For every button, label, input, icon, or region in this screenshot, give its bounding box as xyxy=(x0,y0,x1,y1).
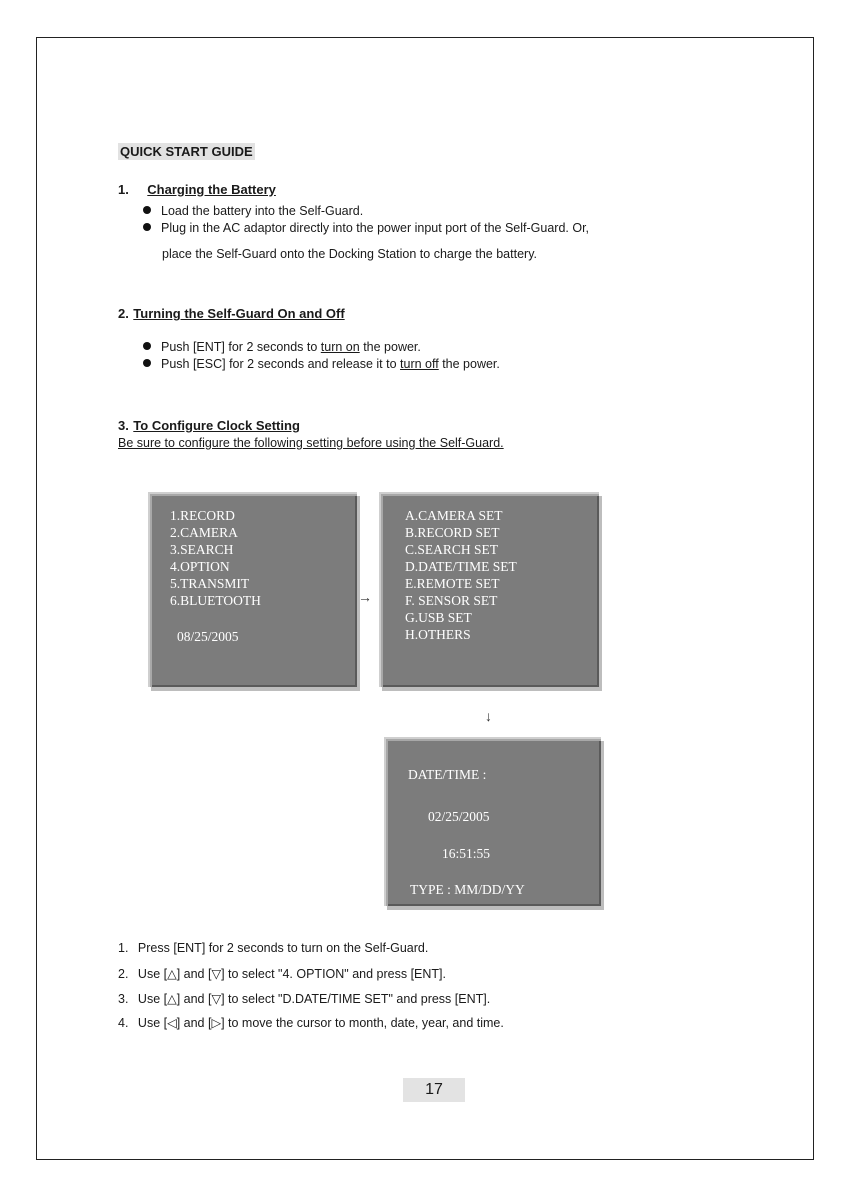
section-1-bullet-2 xyxy=(143,220,589,236)
date-value: 02/25/2005 xyxy=(428,809,490,824)
menu-item: 5.TRANSMIT xyxy=(170,576,250,591)
menu-item: 1.RECORD xyxy=(170,508,235,523)
option-menu-screen xyxy=(379,492,599,687)
section-2-number: 2. xyxy=(118,306,129,321)
section-1-bullet-1 xyxy=(143,203,363,219)
option-item: A.CAMERA SET xyxy=(405,508,503,523)
option-item: G.USB SET xyxy=(405,610,472,625)
turn-off-text: turn off xyxy=(400,357,439,371)
bullet-icon xyxy=(143,342,151,350)
step-number: 1. xyxy=(118,941,129,955)
page-number: 17 xyxy=(403,1078,465,1102)
step-text: Use [△] and [▽] to select "4. OPTION" and press [ENT]. xyxy=(137,967,446,981)
step-item xyxy=(118,1015,504,1030)
option-item: H.OTHERS xyxy=(405,627,471,642)
time-value: 16:51:55 xyxy=(442,846,491,861)
option-item: F. SENSOR SET xyxy=(405,593,498,608)
step-number: 3. xyxy=(118,992,129,1006)
screen-date: 08/25/2005 xyxy=(177,629,239,644)
bullet-text: Push [ESC] for 2 seconds and release it to xyxy=(161,357,401,371)
menu-item: 4.OPTION xyxy=(170,559,230,574)
date-time-screen xyxy=(384,737,601,906)
section-2-bullet-2 xyxy=(143,356,500,372)
section-1-number: 1. xyxy=(118,182,129,197)
bullet-text: Plug in the AC adaptor directly into the power input port of the Self-Guard. Or, xyxy=(161,221,590,235)
down-arrow-icon: ↓ xyxy=(485,708,492,724)
bullet-text: the power. xyxy=(359,340,421,354)
bullet-icon xyxy=(143,223,151,231)
bullet-icon xyxy=(143,206,151,214)
section-2-bullet-1 xyxy=(143,339,421,355)
step-number: 4. xyxy=(118,1016,129,1030)
bullet-text: Load the battery into the Self-Guard. xyxy=(161,204,364,218)
section-3-subtitle: Be sure to configure the following setting before using the Self-Guard. xyxy=(118,436,504,450)
bullet-text: the power. xyxy=(438,357,500,371)
step-text: Press [ENT] for 2 seconds to turn on the Self-Guard. xyxy=(137,941,429,955)
page-heading: QUICK START GUIDE xyxy=(120,144,253,159)
option-item: D.DATE/TIME SET xyxy=(405,559,517,574)
main-menu-screen xyxy=(148,492,357,687)
section-1-bullet-2-cont: place the Self-Guard onto the Docking Station to charge the battery. xyxy=(162,247,537,261)
section-3-header xyxy=(118,417,300,435)
menu-item: 3.SEARCH xyxy=(170,542,234,557)
option-item: E.REMOTE SET xyxy=(405,576,500,591)
step-text: Use [◁] and [▷] to move the cursor to month, date, year, and time. xyxy=(137,1016,504,1030)
section-3-number: 3. xyxy=(118,418,129,433)
section-1-header xyxy=(118,181,276,199)
turn-on-text: turn on xyxy=(320,340,360,354)
option-item: B.RECORD SET xyxy=(405,525,500,540)
step-item xyxy=(118,991,490,1006)
step-text: Use [△] and [▽] to select "D.DATE/TIME SET" and press [ENT]. xyxy=(137,992,491,1006)
step-item xyxy=(118,941,428,955)
step-number: 2. xyxy=(118,967,129,981)
type-value: TYPE : MM/DD/YY xyxy=(410,882,525,897)
menu-item: 6.BLUETOOTH xyxy=(170,593,261,608)
right-arrow-icon: → xyxy=(358,589,372,605)
date-time-label: DATE/TIME : xyxy=(408,767,487,782)
option-item: C.SEARCH SET xyxy=(405,542,499,557)
section-1-title: Charging the Battery xyxy=(147,182,276,197)
section-3-title: To Configure Clock Setting xyxy=(133,418,300,433)
section-2-title: Turning the Self-Guard On and Off xyxy=(133,306,345,321)
section-2-header xyxy=(118,305,345,323)
menu-item: 2.CAMERA xyxy=(170,525,238,540)
step-item xyxy=(118,966,446,981)
bullet-text: Push [ENT] for 2 seconds to xyxy=(161,340,321,354)
bullet-icon xyxy=(143,359,151,367)
